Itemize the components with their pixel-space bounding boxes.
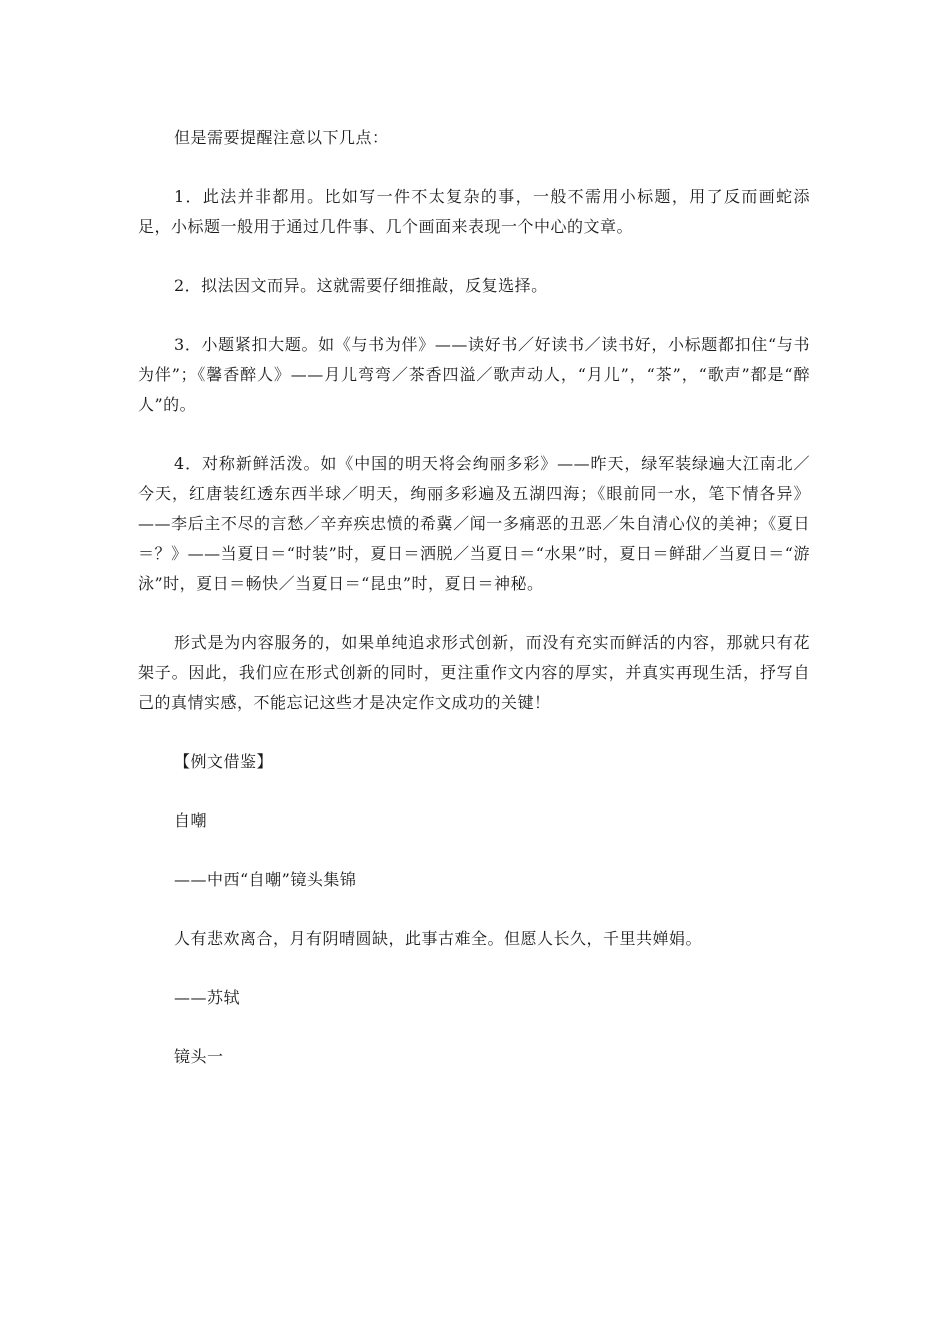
paragraph-point-3: 3．小题紧扣大题。如《与书为伴》——读好书／好读书／读书好，小标题都扣住“与书为伴”；《馨香醉人》——月儿弯弯／茶香四溢／歌声动人，“月儿”，“茶”，“歌声”都是“醉人”的。 — [138, 335, 810, 414]
paragraph-point-1: 1．此法并非都用。比如写一件不太复杂的事，一般不需用小标题，用了反而画蛇添足，小标题一般用于通过几件事、几个画面来表现一个中心的文章。 — [138, 187, 810, 236]
section-heading-example: 【例文借鉴】 — [174, 752, 274, 771]
paragraph-intro: 但是需要提醒注意以下几点： — [174, 128, 389, 147]
scene-heading-1: 镜头一 — [174, 1047, 224, 1066]
paragraph-conclusion: 形式是为内容服务的，如果单纯追求形式创新，而没有充实而鲜活的内容，那就只有花架子。因此，我们应在形式创新的同时，更注重作文内容的厚实，并真实再现生活，抒写自己的真情实感，不能忘记这些才是决定作文成功的关键！ — [138, 633, 810, 712]
epigraph-author: ——苏轼 — [174, 988, 241, 1007]
example-title: 自嘲 — [174, 811, 208, 830]
example-subtitle: ——中西“自嘲”镜头集锦 — [174, 870, 357, 889]
paragraph-point-2: 2．拟法因文而异。这就需要仔细推敲，反复选择。 — [174, 276, 548, 295]
document-body — [138, 123, 810, 1101]
epigraph-quote: 人有悲欢离合，月有阴晴圆缺，此事古难全。但愿人长久，千里共婵娟。 — [174, 929, 703, 948]
paragraph-point-4: 4．对称新鲜活泼。如《中国的明天将会绚丽多彩》——昨天，绿军装绿遍大江南北／今天，红唐装红透东西半球／明天，绚丽多彩遍及五湖四海；《眼前同一水，笔下情各异》——李后主不尽的言愁／辛弃疾忠愤的希冀／闻一多痛恶的丑恶／朱自清心仪的美神；《夏日＝？》——当夏日＝“时装”时，夏日＝洒脱／当夏日＝“水果”时，夏日＝鲜甜／当夏日＝“游泳”时，夏日＝畅快／当夏日＝“昆虫”时，夏日＝神秘。 — [138, 454, 810, 593]
